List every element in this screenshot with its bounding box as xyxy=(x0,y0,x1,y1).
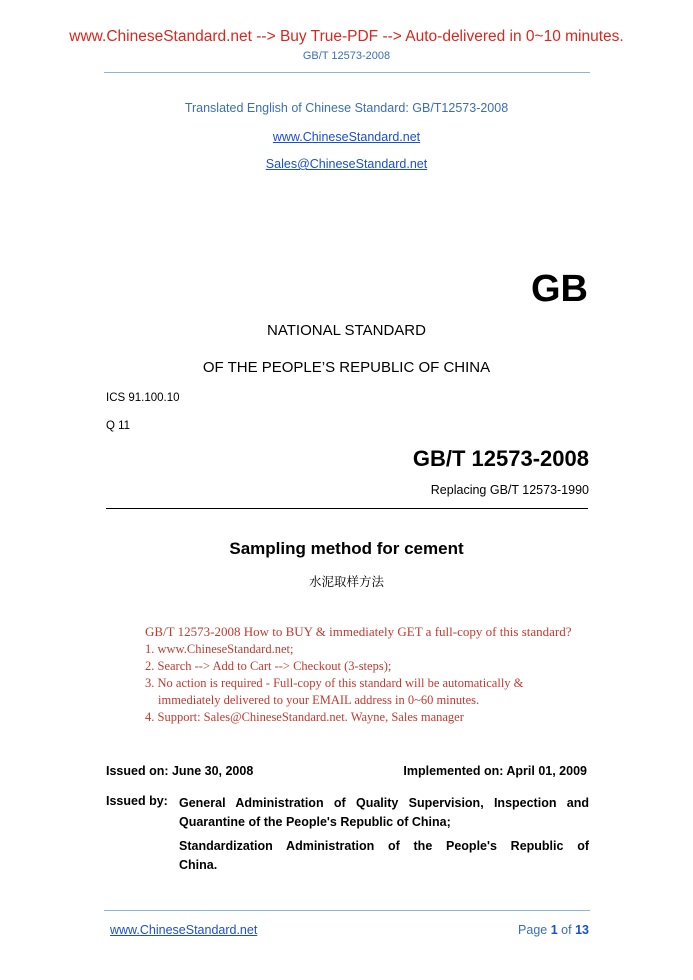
promo-item: immediately delivered to your EMAIL address in 0~60 minutes. xyxy=(158,693,480,707)
page-of: of xyxy=(561,923,572,937)
issuer-line: General Administration of Quality Supervision, Inspection and xyxy=(179,796,589,810)
ccs-code: Q 11 xyxy=(106,420,131,432)
issued-on-date: Issued on: June 30, 2008 xyxy=(106,764,254,778)
website-link[interactable]: www.ChineseStandard.net xyxy=(272,130,421,144)
issuer-line: Quarantine of the People's Republic of China; xyxy=(179,815,451,829)
promo-item: 4. Support: Sales@ChineseStandard.net. Wayne, Sales manager xyxy=(145,710,464,724)
translated-notice: Translated English of Chinese Standard: GB/T12573-2008 xyxy=(184,101,509,115)
national-standard-line1: NATIONAL STANDARD xyxy=(267,322,426,339)
gb-mark: GB xyxy=(531,268,588,310)
promo-item[interactable]: 1. www.ChineseStandard.net; xyxy=(145,642,294,656)
issuer-line: Standardization Administration of the People's Republic of xyxy=(179,839,589,853)
email-link[interactable]: Sales@ChineseStandard.net xyxy=(265,157,428,171)
header-divider xyxy=(104,72,590,73)
footer-website-link[interactable]: www.ChineseStandard.net xyxy=(110,923,258,937)
issued-by-label: Issued by: xyxy=(106,794,168,808)
implemented-on-date: Implemented on: April 01, 2009 xyxy=(403,764,587,778)
promo-heading: GB/T 12573-2008 How to BUY & immediately GET a full-copy of this standard? xyxy=(145,624,572,639)
ics-code: ICS 91.100.10 xyxy=(106,392,180,404)
footer-divider xyxy=(104,910,590,911)
promo-item: 3. No action is required - Full-copy of this standard will be automatically & xyxy=(145,676,524,690)
promo-item: 2. Search --> Add to Cart --> Checkout (3-steps); xyxy=(145,659,392,673)
document-title: Sampling method for cement xyxy=(229,539,464,558)
issuer-line: China. xyxy=(179,858,218,872)
page-indicator xyxy=(518,923,589,937)
page-label: Page xyxy=(518,923,548,937)
email-link-row xyxy=(0,155,693,173)
replacing-note: Replacing GB/T 12573-1990 xyxy=(430,483,589,497)
page-total: 13 xyxy=(575,923,589,937)
page-current: 1 xyxy=(550,923,558,937)
top-banner[interactable]: www.ChineseStandard.net --> Buy True-PDF --> Auto-delivered in 0~10 minutes. xyxy=(69,28,624,45)
website-link-row xyxy=(0,128,693,146)
document-title-chinese: 水泥取样方法 xyxy=(308,574,384,589)
standard-code: GB/T 12573-2008 xyxy=(412,446,589,471)
title-divider xyxy=(106,508,588,509)
national-standard-line2: OF THE PEOPLE’S REPUBLIC OF CHINA xyxy=(202,359,491,376)
header-standard-code: GB/T 12573-2008 xyxy=(302,50,391,62)
